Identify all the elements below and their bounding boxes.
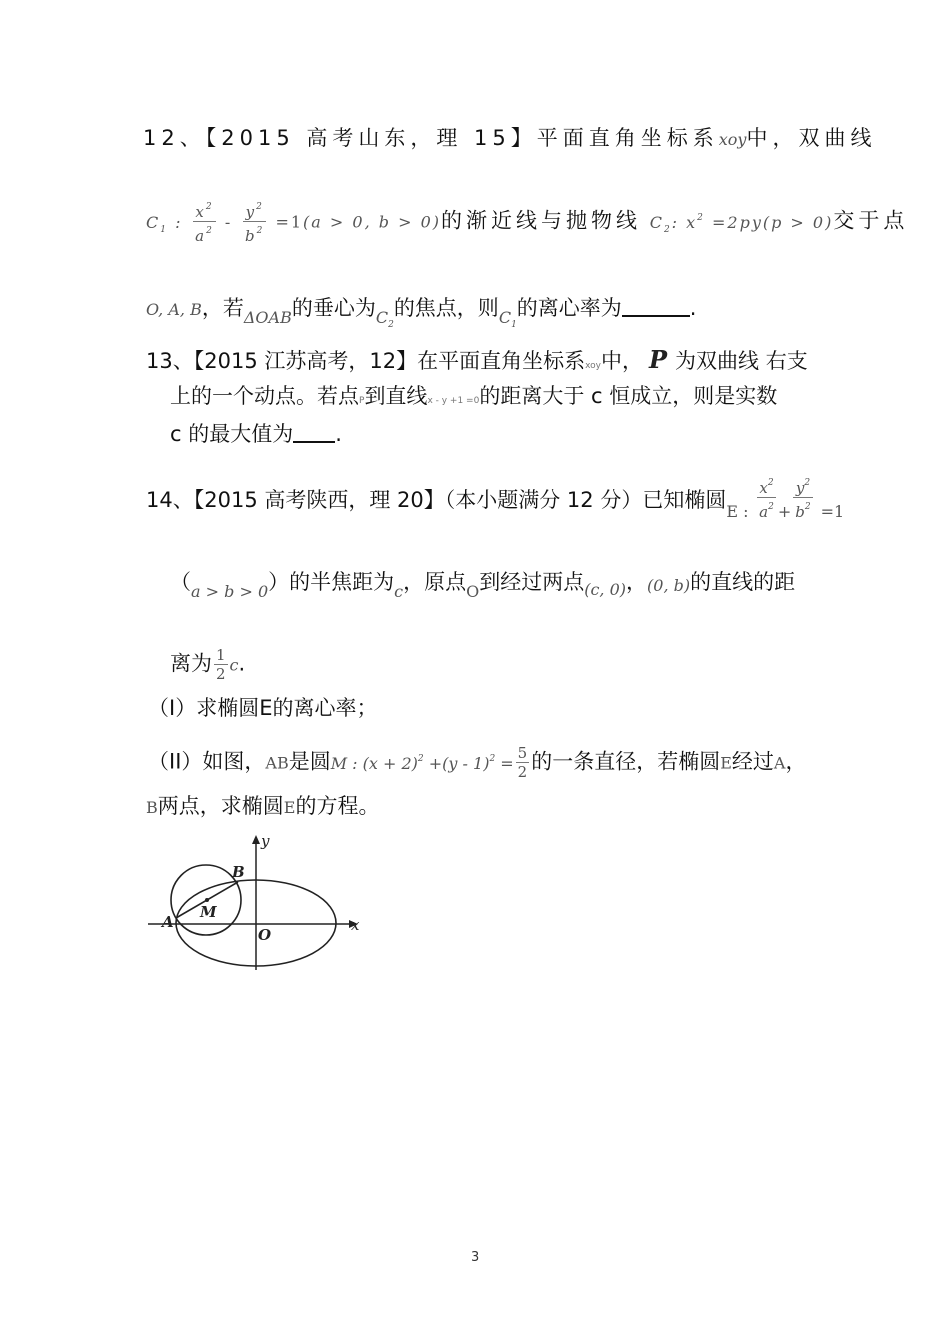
q14-e-2: E [283,798,296,817]
q13-text1: 中， [600,349,643,373]
q14-point2: (0, b) [647,576,691,595]
q14-sep: ， [626,570,648,594]
q14-source: 、【2015 高考陕西，理 20】（本小题满分 12 分）已知椭圆 [172,488,727,512]
q14-part2-a: （II）如图， [148,749,266,774]
q12-minus: - [217,212,233,232]
q14-text1: ，原点 [403,570,467,594]
q12-cond1: (a > 0, b > 0) [303,212,441,232]
q14-part2-b: 是圆 [288,749,331,774]
q13-line2 [170,382,777,415]
q13-end: . [335,422,342,446]
q14-e: E [720,753,732,773]
figure-point-m [205,898,209,902]
q14-part1 [148,694,377,722]
q12-number: 12 [143,126,180,150]
q14-comma: ， [785,749,807,774]
q12-points: O, A, B [146,300,202,319]
q14-part2-d: 经过 [731,749,774,774]
figure-y-arrow [252,835,260,844]
q14-part2-c: 的一条直径，若椭圆 [531,749,721,774]
ellipse-figure [146,830,368,980]
figure-label-m: M [200,903,217,921]
q13-text4: 到直线 [364,384,428,408]
q12-triangle: ΔOAB [243,308,292,327]
q14-frac-x2a2: $\frac{x^2}{a^2}$ [757,474,776,521]
q14-text4: 离为 [170,651,212,676]
q14-line3 [170,646,245,683]
q14-a: A [773,753,786,773]
q12-line1 [143,124,876,154]
q14-frac-five-halves: $\frac{5}{2}$ [517,744,528,781]
figure-label-b: B [232,863,245,881]
q14-number: 14 [146,488,173,512]
q13-text2: 为双曲线 右支 [675,349,808,373]
q14-part2-f: 的方程。 [295,794,380,818]
q14-b: B [146,798,158,817]
q12-line3 [146,294,696,339]
q12-text6: 的焦点，则 [393,296,499,320]
q14-c: c [394,582,404,601]
q14-text2: 到经过两点 [479,570,585,594]
page-number: 3 [471,1250,480,1265]
q12-c1-symbol: $C_1$ : [146,212,183,235]
q14-c-2: c [229,655,239,675]
q13-line-eq: x - y +1 =0 [427,396,480,406]
q13-text6: c 的最大值为 [170,422,294,446]
q12-c1: C1 [498,308,517,330]
q12-frac-y2b2: $\frac{y^2}{b^2}$ [243,198,266,245]
q14-cond-right: ）的半焦距为 [268,570,395,594]
q12-text7: 的离心率为 [516,296,622,320]
q14-e-label: E : [726,502,749,521]
q14-part2-e: 两点，求椭圆 [157,794,284,818]
q12-end: . [689,296,697,320]
q12-answer-blank[interactable] [622,295,690,317]
q13-p: P [648,345,668,374]
q13-line3 [170,420,342,448]
q14-text3: 的直线的距 [690,570,796,594]
q12-frac-x2a2: $\frac{x^2}{a^2}$ [193,198,216,245]
q14-line2 [170,568,795,606]
q13-line1 [146,346,808,380]
q14-part1-text: （I）求椭圆E的离心率； [148,696,378,720]
q12-line2 [146,198,908,245]
q12-c2: C2 [375,308,394,330]
q12-xoy: xoy [718,130,747,149]
q14-ab: AB [265,753,289,773]
figure-label-x: x [351,916,360,934]
figure-label-o: O [258,926,272,944]
q12-text5: 的垂心为 [291,296,376,320]
q14-part2-line1 [148,744,806,781]
q14-part2-line2 [146,792,379,822]
q14-frac-y2b2: $\frac{y^2}{b^2}$ [793,474,812,521]
q14-end: . [238,651,246,676]
q13-text5: 的距离大于 c 恒成立，则是实数 [479,384,778,408]
figure-label-y: y [261,832,270,850]
q13-source: 、【2015 江苏高考，12】在平面直角坐标系 [172,349,586,373]
q14-line1 [146,474,844,526]
q12-source: 、【2015 高考山东，理 15】平面直角坐标系 [179,126,719,150]
q12-text4: ，若 [201,296,244,320]
q12-text1: 中，双曲线 [746,126,877,150]
q13-xoy: xoy [585,361,601,371]
q14-cond-left: （ [170,570,191,594]
q12-eq1: =1 [268,212,304,232]
q12-text3: 交于点 [833,208,909,233]
q14-circle-eq: M : $(x + 2)^2 +(y - 1)^2$ = [330,753,514,773]
q14-cond: a > b > 0 [191,582,269,601]
q13-p2: P [359,396,365,406]
q13-answer-blank[interactable] [293,421,335,443]
q12-text2: 的渐近线与抛物线 [441,208,641,233]
q14-plus: + [777,502,792,521]
q12-c2-eq: $C_2$: $x^2 =2py(p > 0)$ [649,212,834,235]
figure-label-a: A [162,913,174,931]
q14-point1: (c, 0) [584,580,627,599]
q13-number: 13 [146,349,173,373]
q13-text3: 上的一个动点。若点 [170,384,359,408]
q14-frac-half: $\frac{1}{2}$ [216,646,226,683]
q14-o: O [466,582,480,601]
q14-eq1: =1 [820,502,845,521]
